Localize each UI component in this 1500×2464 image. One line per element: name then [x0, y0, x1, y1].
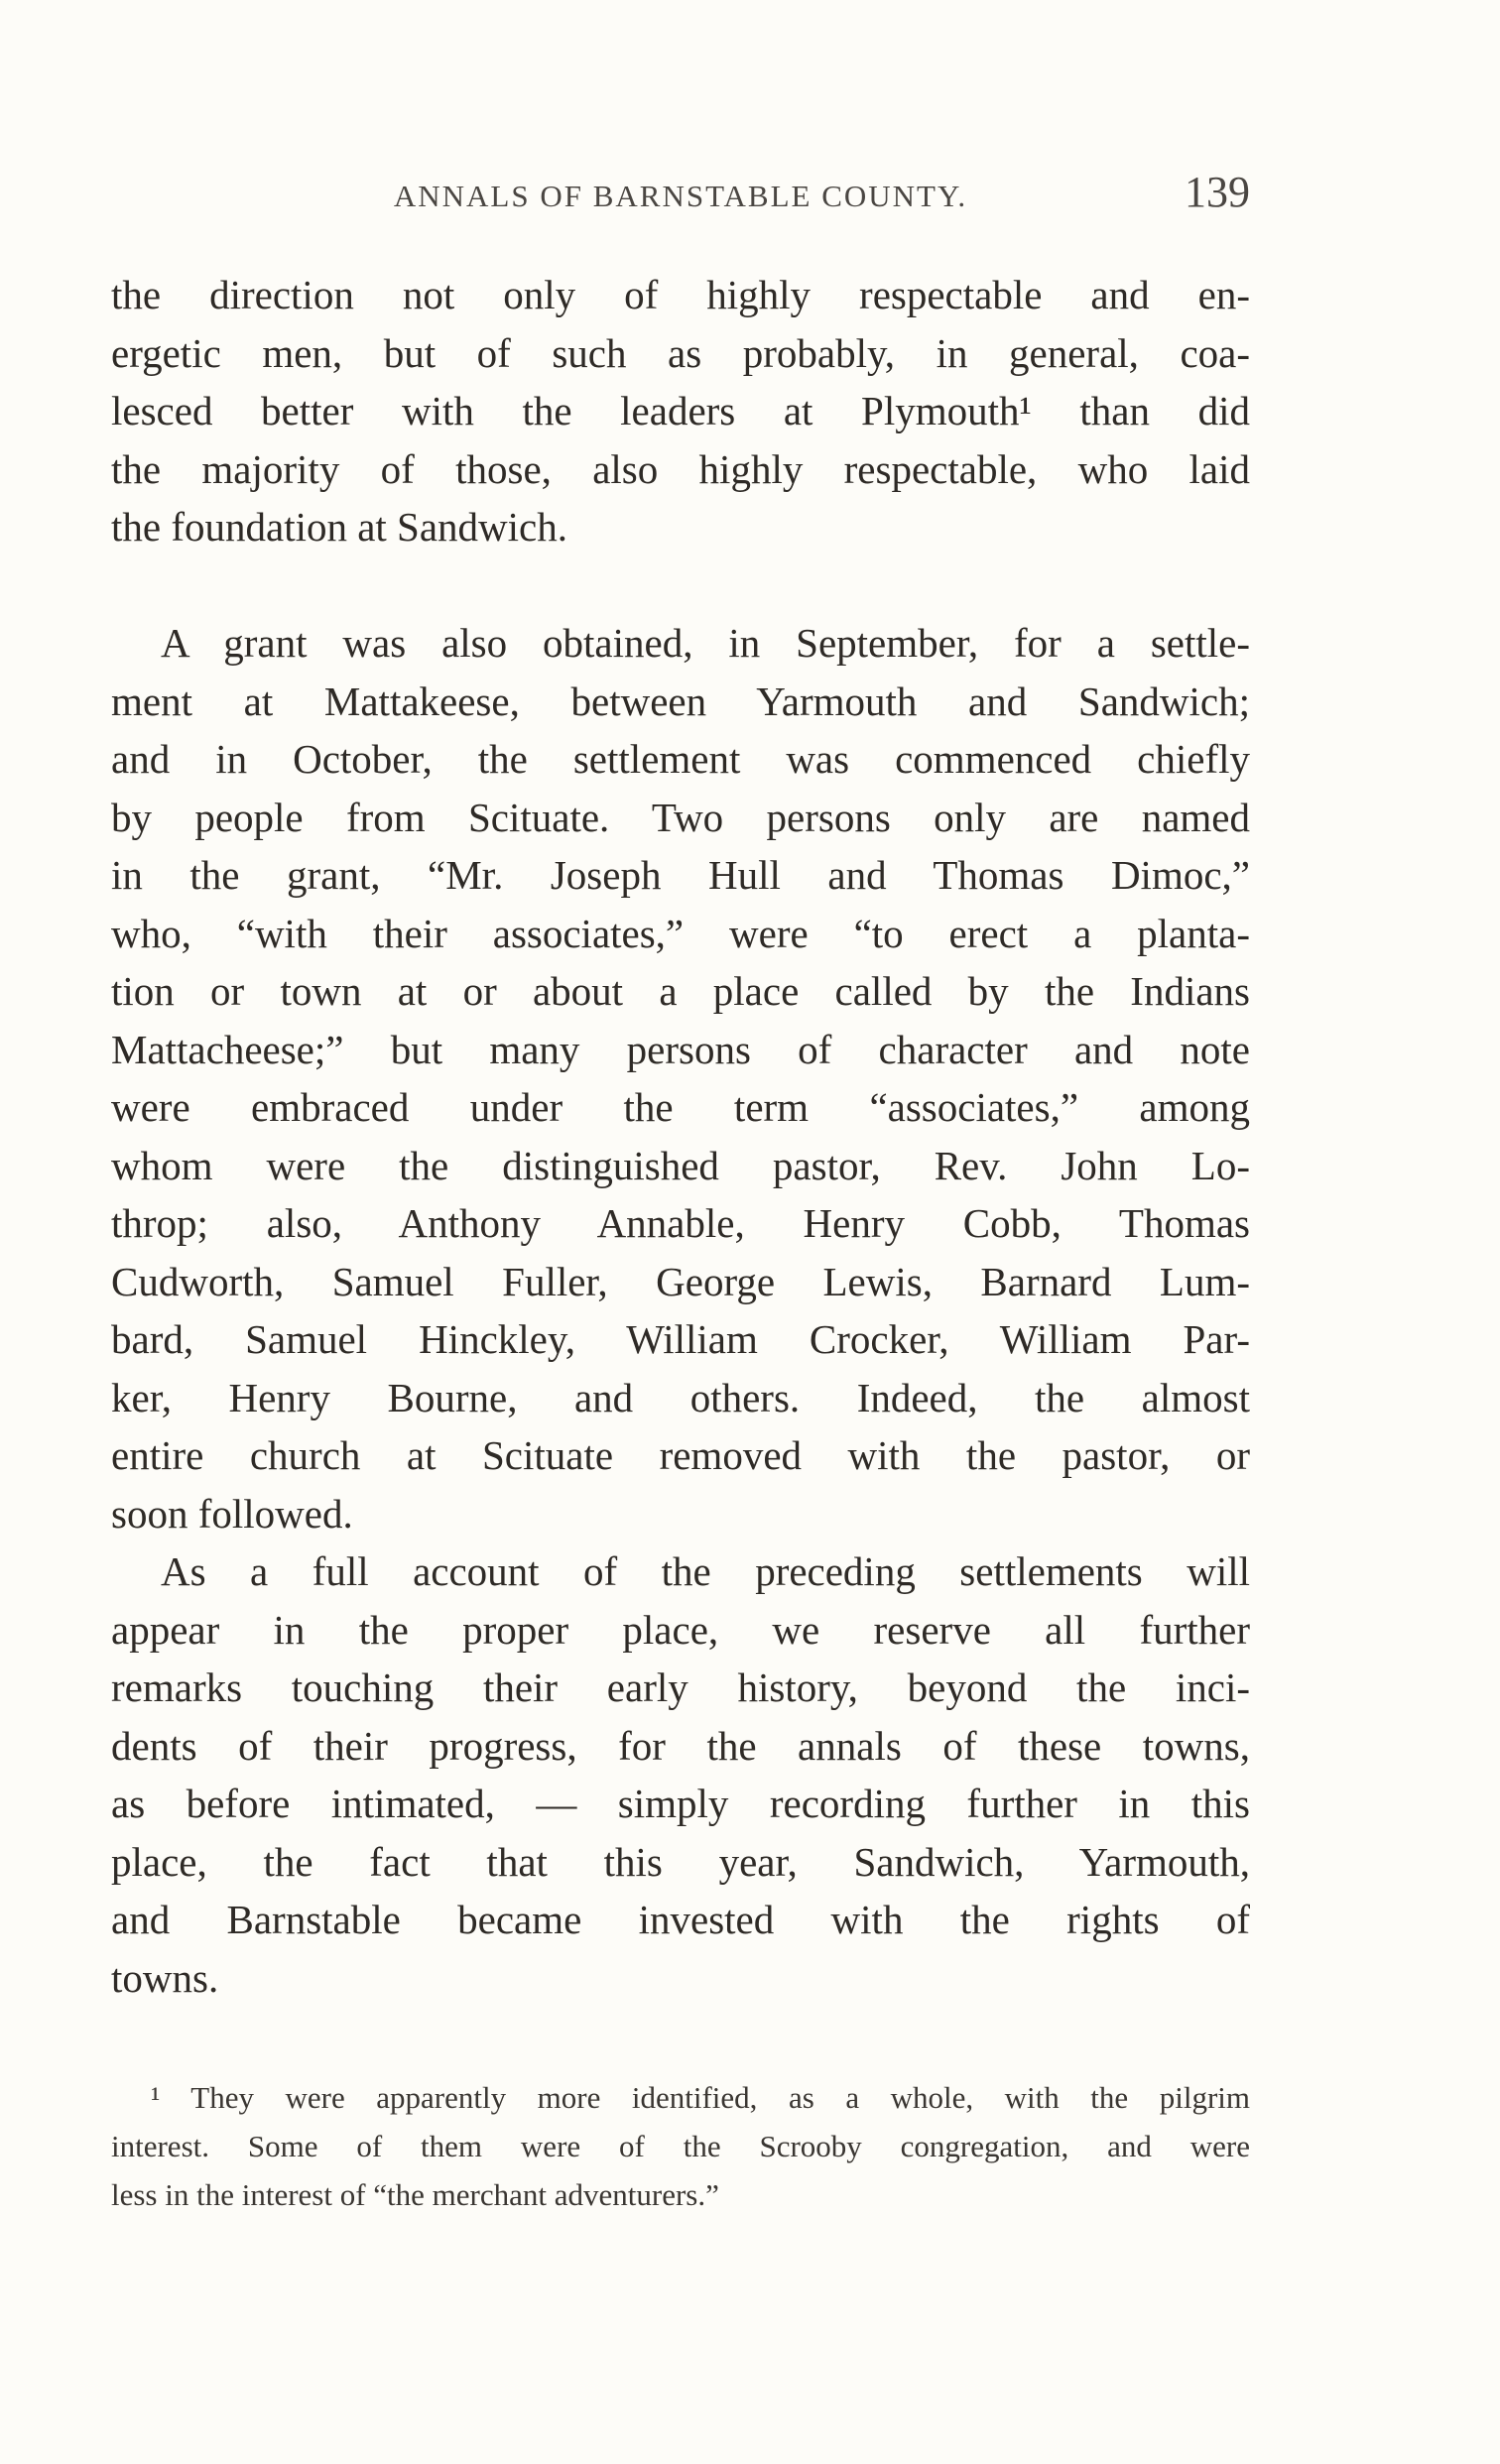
text-line: lesced better with the leaders at Plymouth¹ than did	[111, 388, 1250, 433]
footnote-line: less in the interest of “the merchant adventurers.”	[111, 2177, 719, 2212]
page-number: 139	[1185, 168, 1250, 216]
text-line: Cudworth, Samuel Fuller, George Lewis, Barnard Lum-	[111, 1258, 1250, 1304]
text-line: the majority of those, also highly respectable, who laid	[111, 445, 1250, 492]
footnote-line: interest. Some of them were of the Scrooby congregation, and were	[111, 2129, 1250, 2163]
text-line: Mattacheese;” but many persons of character and note	[111, 1026, 1250, 1072]
paragraph	[111, 1542, 1250, 2007]
running-title: ANNALS OF BARNSTABLE COUNTY.	[393, 179, 968, 213]
text-line: were embraced under the term “associates,” among	[111, 1084, 1250, 1130]
footnote-line: ¹ They were apparently more identified, as a whole, with the pilgrim	[151, 2080, 1250, 2115]
paragraph-gap	[111, 556, 1250, 615]
text-line: by people from Scituate. Two persons only are named	[111, 794, 1250, 840]
text-line: ker, Henry Bourne, and others. Indeed, the almost	[111, 1374, 1250, 1420]
text-line: the direction not only of highly respectable and en-	[111, 272, 1250, 317]
text-line: dents of their progress, for the annals of these towns,	[111, 1722, 1250, 1769]
text-line: whom were the distinguished pastor, Rev. John Lo-	[111, 1142, 1250, 1188]
text-line: place, the fact that this year, Sandwich, Yarmouth,	[111, 1838, 1250, 1885]
text-line: tion or town at or about a place called by the Indians	[111, 968, 1250, 1014]
text-line: throp; also, Anthony Annable, Henry Cobb, Thomas	[111, 1200, 1250, 1246]
text-line: and Barnstable became invested with the rights of	[111, 1897, 1250, 1942]
footnote	[111, 2073, 1250, 2219]
text-line: who, “with their associates,” were “to erect a planta-	[111, 910, 1250, 956]
text-line: and in October, the settlement was commenced chiefly	[111, 736, 1250, 782]
running-head	[111, 167, 1250, 226]
text-line: towns.	[111, 1954, 219, 2001]
text-line: appear in the proper place, we reserve all further	[111, 1606, 1250, 1653]
body-text	[111, 266, 1250, 2007]
text-line: ergetic men, but of such as probably, in general, coa-	[111, 329, 1250, 376]
text-line: as before intimated, — simply recording further in this	[111, 1781, 1250, 1826]
text-line: entire church at Scituate removed with the pastor, or	[111, 1432, 1250, 1478]
text-line: remarks touching their early history, beyond the inci-	[111, 1664, 1250, 1710]
paragraph	[111, 266, 1250, 556]
text-line: A grant was also obtained, in September, for a settle-	[161, 620, 1250, 666]
text-line: soon followed.	[111, 1490, 353, 1537]
text-line: bard, Samuel Hinckley, William Crocker, William Par-	[111, 1316, 1250, 1362]
text-line: in the grant, “Mr. Joseph Hull and Thomas Dimoc,”	[111, 852, 1250, 898]
text-line: ment at Mattakeese, between Yarmouth and Sandwich;	[111, 678, 1250, 724]
text-line: As a full account of the preceding settlements will	[161, 1548, 1250, 1594]
paragraph	[111, 614, 1250, 1542]
text-line: the foundation at Sandwich.	[111, 504, 568, 550]
